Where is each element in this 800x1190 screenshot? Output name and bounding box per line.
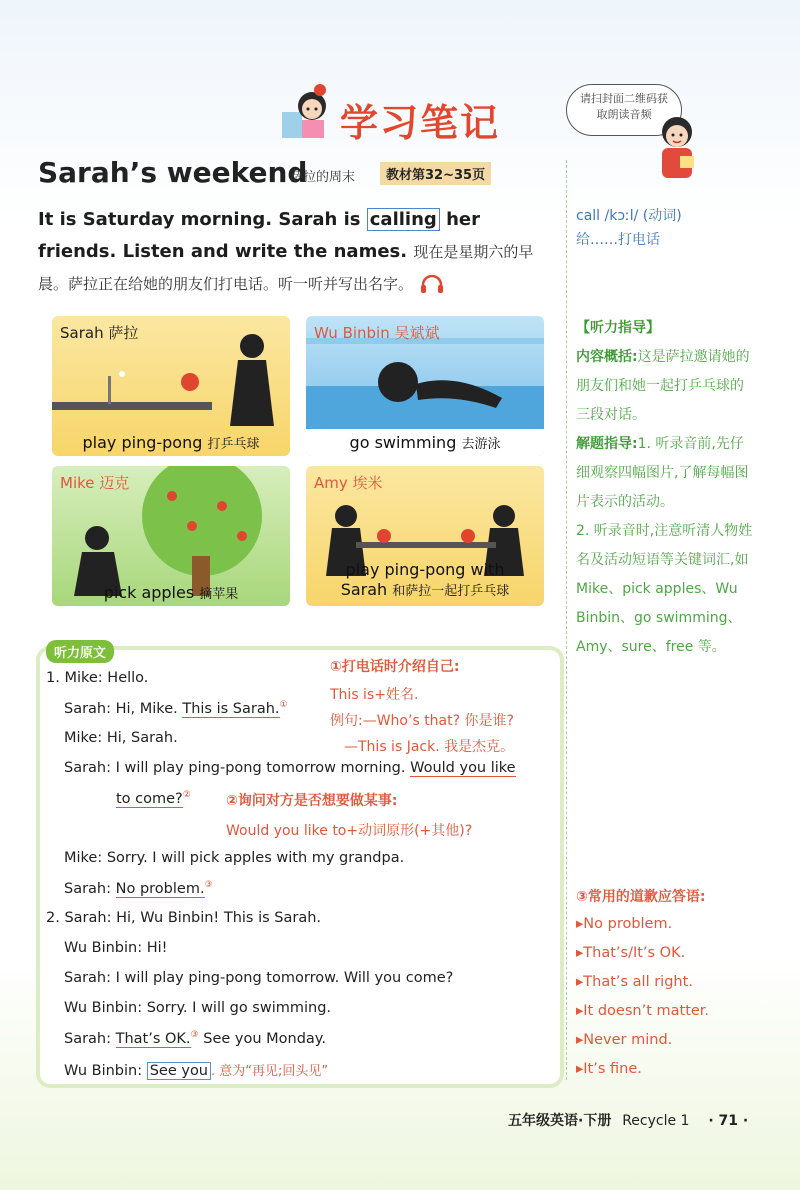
dialogue1-line6: Mike: Sorry. I will pick apples with my grandpa. [64,850,405,866]
note1-title: ①打电话时介绍自己: [330,659,460,675]
dialogue1-number: 1. [46,670,60,686]
dialogue2-line5a: Sarah: [64,1030,116,1047]
dialogue2-line5c: See you Monday. [198,1030,326,1047]
caption-cn: 去游泳 [461,437,501,452]
guide-content-label: 内容概括: [576,349,638,365]
dialogue1-line3: Mike: Hi, Sarah. [64,730,178,746]
dialogue2-line6 [64,1060,328,1079]
apology-item: ▸No problem. [576,916,673,932]
dialogue2-line5b: That’s OK. [115,1030,191,1047]
note1-line2: 例句:—Who’s that? 你是谁? [330,713,514,729]
teacher-mascot-icon [650,112,704,180]
instruction-part2: her friends. Listen and write the names. [38,209,480,262]
footer-book: 五年级英语·下册 [508,1113,612,1129]
caption-en: pick apples [103,583,195,602]
page-number: · 71 · [708,1113,749,1129]
panel-name: Wu Binbin 吴斌斌 [314,324,440,342]
instruction-cn: 现在是星期六的早晨。萨拉正在给她的朋友们打电话。听一听并写出名字。 [38,243,534,293]
dialogue1-line4a: Sarah: I will play ping-pong tomorrow morning. [64,760,411,776]
listening-label: 听力原文 [46,640,114,663]
apology-item: ▸It doesn’t matter. [576,1003,710,1019]
girl-mascot-icon [278,82,336,140]
dialogue1-line4 [64,760,516,776]
dialogue2-line6b: See you [147,1062,211,1080]
dialogue2-line5 [64,1030,326,1047]
caption-en: go swimming [349,433,457,452]
vocab-meaning: 给……打电话 [576,232,660,248]
note1-line3: —This is Jack. 我是杰克。 [344,739,515,755]
dialogue1-line4b: Would you like [410,760,516,776]
guide-tips-label: 解题指导: [576,436,638,452]
apology-item: ▸Never mind. [576,1032,673,1048]
dialogue1-line7b: No problem. [115,880,205,897]
speech-bubble-line2: 取朗读音频 [596,108,652,121]
dialogue2-line6a: Wu Binbin: [64,1063,147,1079]
note2-title: ②询问对方是否想要做某事: [226,793,398,809]
superscript-3b: ③ [190,1030,199,1040]
lesson-title-cn: 萨拉的周末 [290,170,356,185]
panel-caption [306,429,544,456]
panel-caption [306,560,544,602]
dialogue1-line2b: This is Sarah. [182,700,280,717]
apology-title: ③常用的道歉应答语: [576,889,706,905]
dialogue2-line3: Sarah: I will play ping-pong tomorrow. Will you come? [64,970,454,986]
dialogue2-line2: Wu Binbin: Hi! [64,940,168,956]
speech-bubble-line1: 请扫封面二维码获 [580,92,668,105]
dialogue2-line4: Wu Binbin: Sorry. I will go swimming. [64,1000,332,1016]
vocab-word: call /kɔːl/ (动词) [576,208,682,224]
caption-en: play ping-pong with [345,560,505,579]
panel-sarah [52,316,290,456]
dialogue1-line5 [116,790,191,807]
caption-en: play ping-pong [82,433,203,452]
guide-tip2: 2. 听录音时,注意听清人物姓名及活动短语等关键词汇,如 Mike、pick apples、Wu Binbin、go swimming、Amy、sure、free 等。 [576,523,753,655]
panel-name: Mike 迈克 [60,474,130,492]
panel-wu-binbin [306,316,544,456]
column-divider [566,160,567,1080]
superscript-3: ③ [204,880,213,890]
caption-cn: 和萨拉一起打乒乓球 [392,584,510,599]
dialogue1-line5-text: to come? [116,790,183,807]
panel-caption [52,583,290,602]
dialogue2-number: 2. [46,910,60,926]
lesson-title: Sarah’s weekend [38,156,308,189]
dialogue1-line7 [64,880,213,897]
textbook-pages-badge: 教材第32~35页 [380,162,491,185]
dialogue2-line1-text: Sarah: Hi, Wu Binbin! This is Sarah. [64,910,322,926]
caption-en2: Sarah [340,580,388,599]
superscript-1: ① [279,700,288,710]
panel-amy [306,466,544,606]
guide-tips [576,430,756,517]
instruction [38,204,562,300]
guide-heading: 【听力指导】 [576,320,660,336]
apology-item: ▸That’s/It’s OK. [576,945,686,961]
dialogue2-line6c: . 意为“再见;回头见” [211,1064,329,1079]
page-title: 学习笔记 [340,101,501,145]
note1-line1: This is+姓名. [330,687,419,703]
headphone-icon[interactable] [419,275,445,293]
panel-name: Amy 埃米 [314,474,383,492]
dialogue1-line1 [46,670,148,686]
dialogue2-line1 [46,910,321,926]
caption-cn: 摘苹果 [199,587,239,602]
caption-cn: 打乒乓球 [207,437,260,452]
panel-name: Sarah 萨拉 [60,324,139,342]
panel-mike [52,466,290,606]
page-footer [508,1110,748,1130]
dialogue1-line2a: Sarah: Hi, Mike. [64,700,183,717]
listening-guide [576,314,756,662]
vocab-note [576,204,776,252]
instruction-boxed-word: calling [367,208,440,231]
guide-tip1: 1. 听录音前,先仔细观察四幅图片,了解每幅图片表示的活动。 [576,436,749,510]
guide-content-text: 这是萨拉邀请她的朋友们和她一起打乒乓球的三段对话。 [576,349,750,423]
guide-content [576,343,756,430]
apology-item: ▸It’s fine. [576,1061,642,1077]
instruction-part1: It is Saturday morning. Sarah is [38,209,367,230]
apology-item: ▸That’s all right. [576,974,693,990]
superscript-2: ② [182,790,191,800]
dialogue1-line1-text: Mike: Hello. [64,670,149,686]
dialogue1-line7a: Sarah: [64,880,116,897]
dialogue1-line2 [64,700,288,717]
panel-caption [52,433,290,452]
footer-unit: Recycle 1 [622,1113,690,1129]
note2-line1: Would you like to+动词原形(+其他)? [226,823,473,839]
